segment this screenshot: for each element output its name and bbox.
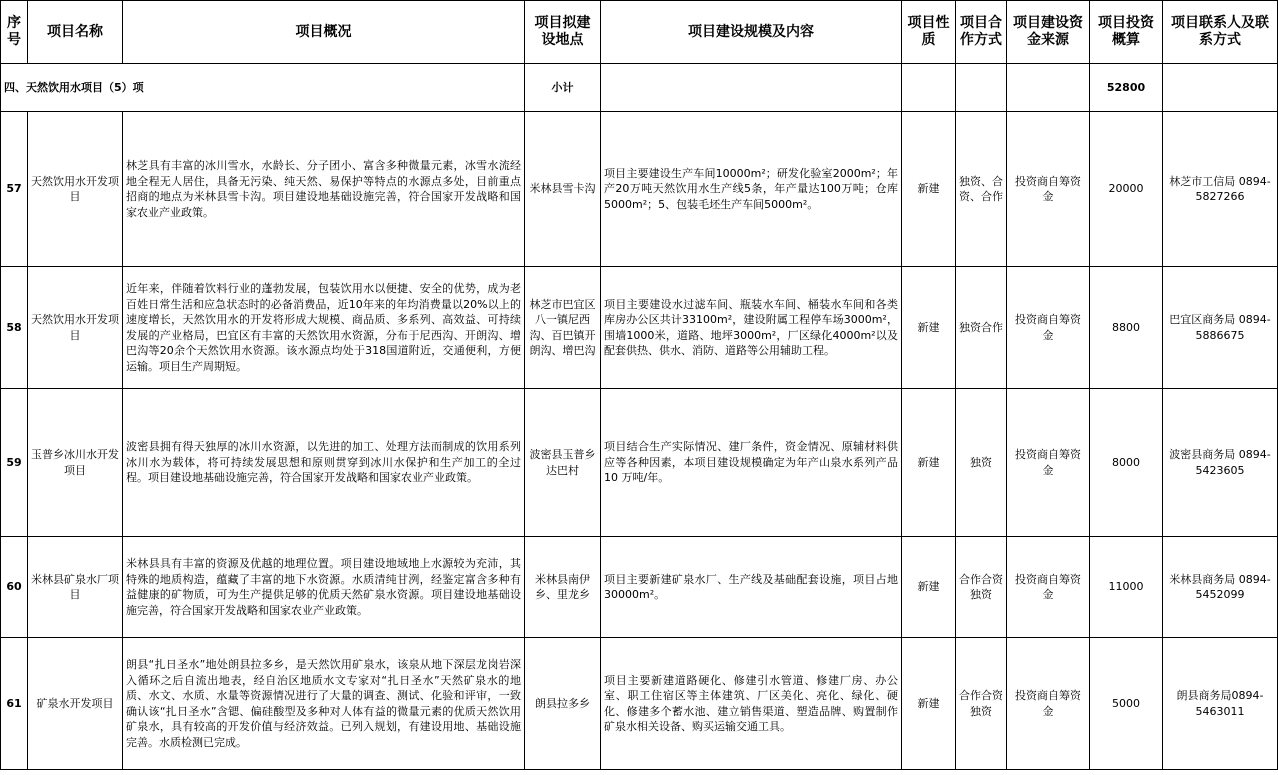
row-cooperation: 独资合作 xyxy=(956,267,1007,389)
row-investment: 8800 xyxy=(1090,267,1163,389)
row-nature: 新建 xyxy=(902,638,956,770)
row-name: 玉普乡冰川水开发项目 xyxy=(28,389,123,537)
row-name: 米林县矿泉水厂项目 xyxy=(28,537,123,638)
header-overview: 项目概况 xyxy=(123,1,525,64)
row-investment: 20000 xyxy=(1090,112,1163,267)
header-nature: 项目性质 xyxy=(902,1,956,64)
row-contact: 米林县商务局 0894-5452099 xyxy=(1163,537,1278,638)
empty-cell xyxy=(1163,64,1278,112)
row-location: 朗县拉多乡 xyxy=(525,638,601,770)
header-location: 项目拟建设地点 xyxy=(525,1,601,64)
row-cooperation: 合作合资独资 xyxy=(956,537,1007,638)
row-nature: 新建 xyxy=(902,267,956,389)
row-overview: 林芝具有丰富的冰川雪水，水龄长、分子团小、富含多种微量元素，冰雪水流经地全程无人居住，具备无污染、纯天然、易保护等特点的水源点多处，目前重点招商的地点为米林县雪卡沟。项目建设地基础设施完善，符合国家开发战略和国家农业产业政策。 xyxy=(123,112,525,267)
header-scale: 项目建设规模及内容 xyxy=(601,1,902,64)
row-seq: 60 xyxy=(1,537,28,638)
empty-cell xyxy=(1007,64,1090,112)
header-funding: 项目建设资金来源 xyxy=(1007,1,1090,64)
row-seq: 59 xyxy=(1,389,28,537)
row-funding: 投资商自筹资金 xyxy=(1007,112,1090,267)
row-scale: 项目主要新建道路硬化、修建引水管道、修建厂房、办公室、职工住宿区等主体建筑、厂区美化、亮化、绿化、硬化、修建多个蓄水池、建立销售渠道、塑造品牌、购置制作矿泉水相关设备、购买运输交通工具。 xyxy=(601,638,902,770)
row-nature: 新建 xyxy=(902,389,956,537)
row-seq: 57 xyxy=(1,112,28,267)
table-row xyxy=(1,537,1278,638)
row-cooperation: 独资、合资、合作 xyxy=(956,112,1007,267)
row-overview: 近年来，伴随着饮料行业的蓬勃发展，包装饮用水以便捷、安全的优势，成为老百姓日常生活和应急状态时的必备消费品，近10年来的年均消费量以20%以上的速度增长，天然饮用水的开发将形成大规模、商品质、多系列、高效益、可持续发展的产业格局，巴宜区有丰富的天然饮用水资源，分布于尼西沟、开朗沟、增巴沟等20余个天然饮用水资源。该水源点均处于318国道附近，交通便利，方便运输。项目生产周期短。 xyxy=(123,267,525,389)
row-investment: 5000 xyxy=(1090,638,1163,770)
section-title: 四、天然饮用水项目（5）项 xyxy=(1,64,525,112)
row-funding: 投资商自筹资金 xyxy=(1007,638,1090,770)
row-location: 米林县南伊乡、里龙乡 xyxy=(525,537,601,638)
header-investment: 项目投资概算 xyxy=(1090,1,1163,64)
table-row xyxy=(1,638,1278,770)
empty-cell xyxy=(956,64,1007,112)
empty-cell xyxy=(902,64,956,112)
row-investment: 8000 xyxy=(1090,389,1163,537)
row-location: 米林县雪卡沟 xyxy=(525,112,601,267)
row-cooperation: 合作合资独资 xyxy=(956,638,1007,770)
row-name: 矿泉水开发项目 xyxy=(28,638,123,770)
row-contact: 林芝市工信局 0894-5827266 xyxy=(1163,112,1278,267)
row-overview: 米林县具有丰富的资源及优越的地理位置。项目建设地域地上水源较为充沛，其特殊的地质构造，蕴藏了丰富的地下水资源。水质清纯甘洌，经鉴定富含多种有益健康的矿物质，可为生产提供足够的优质天然矿泉水资源。项目建设地基础设施完善，符合国家开发战略和国家农业产业政策。 xyxy=(123,537,525,638)
section-investment-total: 52800 xyxy=(1090,64,1163,112)
header-seq: 序号 xyxy=(1,1,28,64)
row-funding: 投资商自筹资金 xyxy=(1007,267,1090,389)
row-investment: 11000 xyxy=(1090,537,1163,638)
header-name: 项目名称 xyxy=(28,1,123,64)
row-scale: 项目主要建设水过滤车间、瓶装水车间、桶装水车间和各类库房办公区共计33100m²，建设附属工程停车场3000m²，围墙1000米，道路、地坪3000m²，厂区绿化4000m²以及配套供热、供水、消防、道路等公用辅助工程。 xyxy=(601,267,902,389)
row-name: 天然饮用水开发项目 xyxy=(28,267,123,389)
row-overview: 朗县“扎日圣水”地处朗县拉多乡，是天然饮用矿泉水，该泉从地下深层龙岗岩深入循环之后自流出地表，经自治区地质水文专家对“扎日圣水”天然矿泉水的地质、水文、水质、水量等资源情况进行了大量的调查、测试、化验和评审，一致确认该“扎日圣水”含锶、偏硅酸型及多种对人体有益的微量元素的优质天然饮用矿泉水，具有较高的开发价值与经济效益。已列入规划，有建设用地、基础设施完善。水质检测已完成。 xyxy=(123,638,525,770)
row-overview: 波密县拥有得天独厚的冰川水资源，以先进的加工、处理方法而制成的饮用系列冰川水为载体，将可持续发展思想和原则贯穿到冰川水保护和生产加工的全过程。项目建设地基础设施完善，符合国家开发战略和国家农业产业政策。 xyxy=(123,389,525,537)
row-scale: 项目主要建设生产车间10000m²；研发化验室2000m²；年产20万吨天然饮用水生产线5条，年产量达100万吨；仓库5000m²；5、包装毛坯生产车间5000m²。 xyxy=(601,112,902,267)
row-cooperation: 独资 xyxy=(956,389,1007,537)
row-funding: 投资商自筹资金 xyxy=(1007,389,1090,537)
row-funding: 投资商自筹资金 xyxy=(1007,537,1090,638)
row-seq: 61 xyxy=(1,638,28,770)
header-contact: 项目联系人及联系方式 xyxy=(1163,1,1278,64)
row-contact: 波密县商务局 0894-5423605 xyxy=(1163,389,1278,537)
row-name: 天然饮用水开发项目 xyxy=(28,112,123,267)
row-seq: 58 xyxy=(1,267,28,389)
table-row xyxy=(1,112,1278,267)
row-contact: 巴宜区商务局 0894-5886675 xyxy=(1163,267,1278,389)
row-scale: 项目结合生产实际情况、建厂条件，资金情况、原辅材料供应等各种因素，本项目建设规模确定为年产山泉水系列产品10 万吨/年。 xyxy=(601,389,902,537)
row-contact: 朗县商务局0894-5463011 xyxy=(1163,638,1278,770)
section-subtotal-row xyxy=(1,64,1278,112)
section-subtotal-label: 小计 xyxy=(525,64,601,112)
table-row xyxy=(1,389,1278,537)
row-location: 波密县玉普乡达巴村 xyxy=(525,389,601,537)
row-scale: 项目主要新建矿泉水厂、生产线及基础配套设施，项目占地30000m²。 xyxy=(601,537,902,638)
table-row xyxy=(1,267,1278,389)
row-nature: 新建 xyxy=(902,537,956,638)
row-location: 林芝市巴宜区八一镇尼西沟、百巴镇开朗沟、增巴沟 xyxy=(525,267,601,389)
header-cooperation: 项目合作方式 xyxy=(956,1,1007,64)
header-row xyxy=(1,1,1278,64)
row-nature: 新建 xyxy=(902,112,956,267)
empty-cell xyxy=(601,64,902,112)
